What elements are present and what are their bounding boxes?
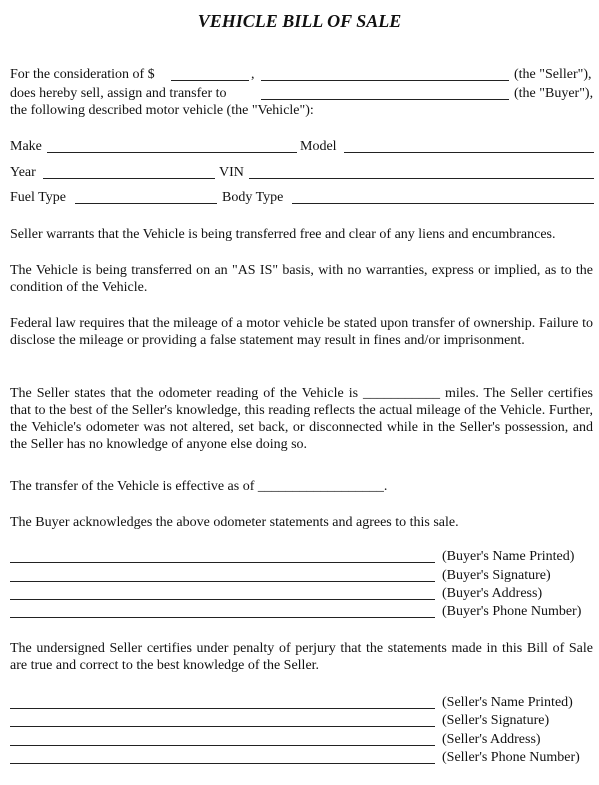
intro-vehicle-description: the following described motor vehicle (the "Vehicle"): bbox=[10, 103, 314, 118]
seller-certification-paragraph: The undersigned Seller certifies under penalty of perjury that the statements made in this Bill of Sale are true and correct to the best knowledge of the Seller. bbox=[10, 641, 593, 673]
intro-consideration-label: For the consideration of $ bbox=[10, 67, 155, 82]
buyer-address-line[interactable] bbox=[10, 599, 435, 600]
effective-date-line bbox=[10, 479, 387, 495]
seller-name-printed-label: (Seller's Name Printed) bbox=[442, 695, 573, 710]
buyer-phone-line[interactable] bbox=[10, 617, 435, 618]
buyer-address-label: (Buyer's Address) bbox=[442, 586, 543, 601]
federal-law-paragraph: Federal law requires that the mileage of a motor vehicle be stated upon transfer of ownership. Failure to disclose the mileage or providing a false statement may result in fines and/or imprisonment. bbox=[10, 316, 593, 348]
effective-date-label: The transfer of the Vehicle is effective as of bbox=[10, 479, 255, 494]
make-label: Make bbox=[10, 139, 42, 154]
intro-transfer-label: does hereby sell, assign and transfer to bbox=[10, 86, 227, 101]
vin-label: VIN bbox=[219, 165, 244, 180]
body-type-blank[interactable] bbox=[292, 203, 594, 204]
warranty-paragraph: Seller warrants that the Vehicle is being transferred free and clear of any liens and encumbrances. bbox=[10, 227, 556, 242]
fuel-type-label: Fuel Type bbox=[10, 190, 66, 205]
buyer-name-printed-label: (Buyer's Name Printed) bbox=[442, 549, 575, 564]
effective-date-blank[interactable]: __________________ bbox=[257, 479, 384, 494]
model-label: Model bbox=[300, 139, 337, 154]
effective-date-period: . bbox=[383, 479, 388, 494]
intro-buyer-label: (the "Buyer"), bbox=[514, 86, 594, 101]
buyer-name-blank[interactable] bbox=[261, 99, 509, 100]
seller-address-label: (Seller's Address) bbox=[442, 732, 541, 747]
body-type-label: Body Type bbox=[222, 190, 284, 205]
seller-signature-label: (Seller's Signature) bbox=[442, 713, 550, 728]
odometer-text-start: The Seller states that the odometer reading of the Vehicle is bbox=[10, 386, 359, 401]
consideration-amount-blank[interactable] bbox=[171, 80, 249, 81]
vin-blank[interactable] bbox=[249, 178, 594, 179]
buyer-signature-line[interactable] bbox=[10, 581, 435, 582]
odometer-paragraph bbox=[10, 385, 593, 453]
seller-phone-line[interactable] bbox=[10, 763, 435, 764]
fuel-type-blank[interactable] bbox=[75, 203, 217, 204]
buyer-name-printed-line[interactable] bbox=[10, 562, 435, 563]
intro-comma: , bbox=[251, 67, 255, 82]
buyer-signature-label: (Buyer's Signature) bbox=[442, 568, 551, 583]
seller-address-line[interactable] bbox=[10, 745, 435, 746]
intro-seller-label: (the "Seller"), bbox=[514, 67, 592, 82]
odometer-text-end: miles. The Seller certifies that to the best of the Seller's knowledge, this reading reflects the actual mileage of the Vehicle. Further, the Vehicle's odometer was not altered, set back, or disconnected while in the Seller's possession, and the Seller has no knowledge of anyone else doing so. bbox=[10, 386, 594, 452]
year-blank[interactable] bbox=[43, 178, 215, 179]
as-is-paragraph: The Vehicle is being transferred on an "AS IS" basis, with no warranties, express or implied, as to the condition of the Vehicle. bbox=[10, 263, 593, 295]
year-label: Year bbox=[10, 165, 36, 180]
buyer-phone-label: (Buyer's Phone Number) bbox=[442, 604, 582, 619]
document-title: VEHICLE BILL OF SALE bbox=[197, 11, 402, 31]
model-blank[interactable] bbox=[344, 152, 594, 153]
seller-name-printed-line[interactable] bbox=[10, 708, 435, 709]
odometer-miles-blank[interactable]: ___________ bbox=[363, 386, 441, 401]
make-blank[interactable] bbox=[47, 152, 297, 153]
seller-signature-line[interactable] bbox=[10, 726, 435, 727]
seller-phone-label: (Seller's Phone Number) bbox=[442, 750, 580, 765]
buyer-acknowledgement-paragraph: The Buyer acknowledges the above odometer statements and agrees to this sale. bbox=[10, 515, 459, 530]
seller-name-blank[interactable] bbox=[261, 80, 509, 81]
